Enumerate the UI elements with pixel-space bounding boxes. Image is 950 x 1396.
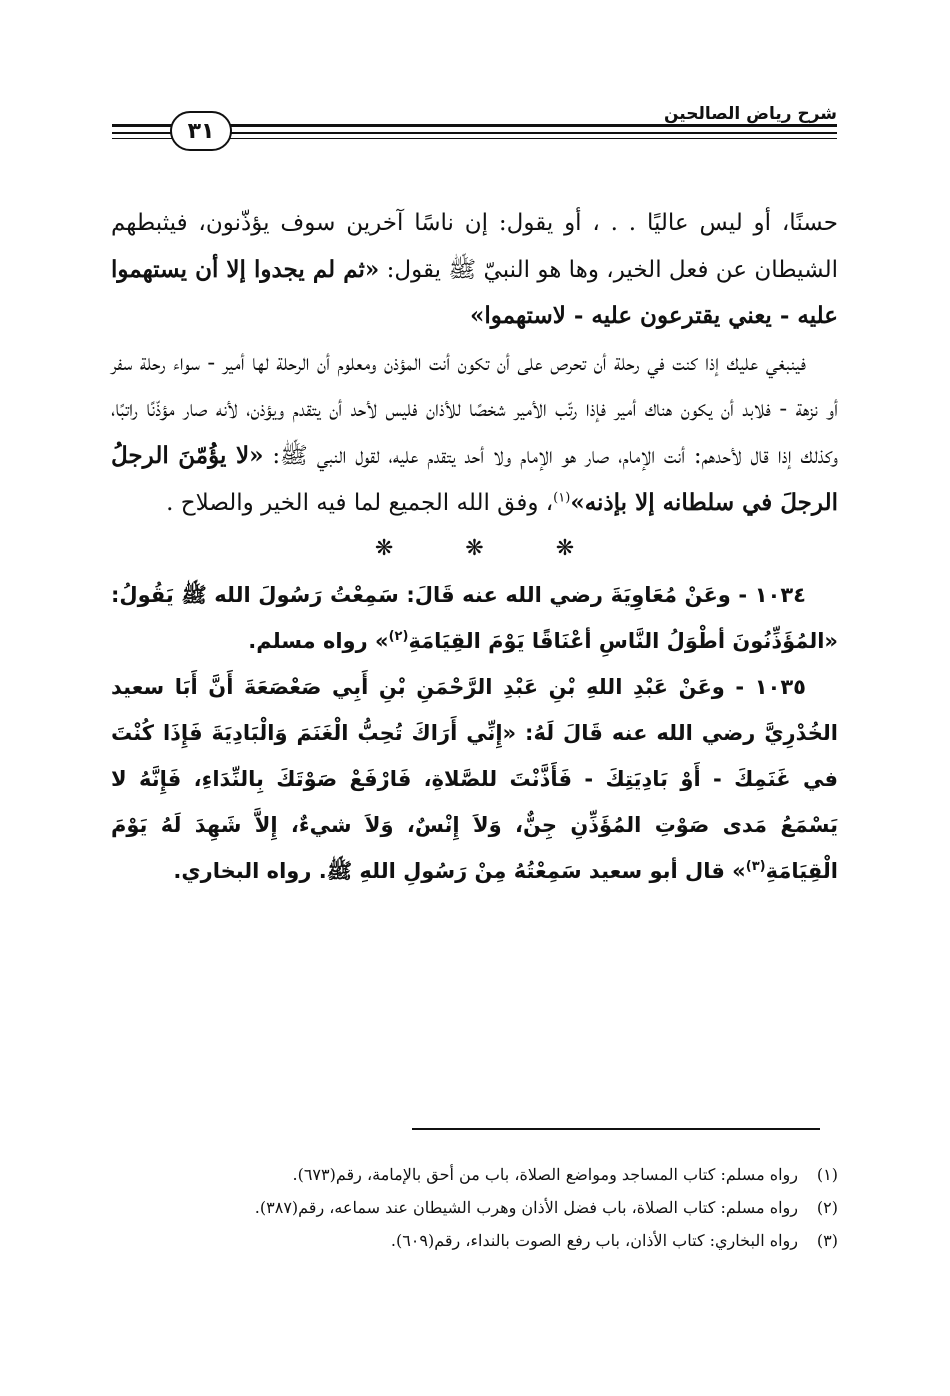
footnote-text: رواه البخاري: كتاب الأذان، باب رفع الصوت بالنداء، رقم(٦٠٩).	[390, 1231, 798, 1250]
footnote-number: (١)	[816, 1165, 838, 1184]
hadith-text: » قال أبو سعيد سَمِعْتُهُ مِنْ رَسُولِ اللهِ ﷺ. رواه البخاري.	[173, 859, 746, 884]
page-number: ٣١	[170, 111, 232, 151]
paragraph-text: فينبغي عليك إذا كنت في رحلة أن تحرص على أن تكون أنت المؤذن ومعلوم أن الرحلة لها أمير - سواء رحلة سفر أو نزهة - فلابد أن يكون هناك أمير فإذا رتّب الأمير شخصًا للأذان فليس لأحد أن يتقدم ويؤذن، لأنه صار مؤذّنًا راتبًا، وكذلك إذا قال لأحدهم: أنت الإمام، صار هو الإمام ولا أحد يتقدم عليه، لقول النبي ﷺ:	[111, 349, 839, 469]
footnote-item	[111, 1191, 838, 1224]
hadith-text: » رواه مسلم.	[248, 629, 389, 654]
star-icon: ❋	[465, 536, 484, 562]
hadith-text: ١٠٣٥ - وعَنْ عَبْدِ اللهِ بْنِ عَبْدِ الرَّحْمَنِ بْنِ أَبِي صَعْصَعَةَ أَنَّ أَبَا سعيد الخُدْرِيَّ رضي الله عنه قَالَ لَهُ: «إِنِّي أَرَاكَ تُحِبُّ الْغَنَمَ وَالْبَادِيَةَ فَإِذَا كُنْتَ في غَنَمِكَ - أَوْ بَادِيَتِكَ - فَأَذَّنْتَ للصَّلاةِ، فَارْفَعْ صَوْتَكَ بِالنِّدَاءِ، فَإِنَّهُ لا يَسْمَعُ مَدى صَوْتِ المُؤَذِّنِ جِنٌّ، وَلاَ إِنْسٌ، وَلاَ شيءٌ، إِلاَّ شَهِدَ لَهُ يَوْمَ الْقِيَامَةِ	[111, 675, 838, 884]
footnote-text: رواه مسلم: كتاب المساجد ومواضع الصلاة، باب من أحق بالإمامة، رقم(٦٧٣).	[292, 1165, 798, 1184]
footnotes	[111, 1158, 838, 1257]
footnote-ref[interactable]: (١)	[553, 489, 571, 505]
hadith-text: ١٠٣٤ - وعَنْ مُعَاوِيَةَ رضي الله عنه قَالَ: سَمِعْتُ رَسُولَ الله ﷺ يَقُولُ: «المُؤَذِّنُونَ أطْوَلُ النَّاسِ أعْنَاقًا يَوْمَ القِيَامَةِ	[111, 583, 838, 654]
hadith-quote: «لا يؤُمّنَ الرجلُ الرجلَ في سلطانه إلا بإذنه»	[111, 441, 838, 516]
footnote-separator	[412, 1128, 820, 1130]
hadith-1035	[111, 664, 838, 894]
main-text	[111, 200, 838, 894]
hadith-quote: «ثم لم يجدوا إلا أن يستهموا عليه - يعني يقترعون عليه - لاستهموا»	[111, 255, 838, 330]
star-icon: ❋	[374, 536, 394, 562]
paragraph-text: حسنًا، أو ليس عاليًا . . ، أو يقول: إن ناسًا آخرين سوف يؤذّنون، فيثبطهم الشيطان عن فعل الخير، وها هو النبيّ ﷺ يقول:	[111, 210, 839, 283]
page-header	[112, 104, 837, 156]
star-icon: ❋	[555, 536, 575, 562]
hadith-1034	[111, 572, 838, 664]
footnote-number: (٢)	[816, 1198, 838, 1217]
footnote-ref[interactable]: (٣)	[745, 859, 766, 875]
paragraph-text: ، وفق الله الجميع لما فيه الخير والصلاح .	[166, 489, 554, 516]
footnote-number: (٣)	[816, 1231, 838, 1250]
footnote-ref[interactable]: (٢)	[388, 629, 409, 645]
book-title: شرح رياض الصالحين	[652, 104, 837, 124]
section-divider	[111, 526, 838, 572]
footnote-text: رواه مسلم: كتاب الصلاة، باب فضل الأذان وهرب الشيطان عند سماعه، رقم(٣٨٧).	[254, 1198, 798, 1217]
footnote-item	[111, 1158, 838, 1191]
footnote-item	[111, 1224, 838, 1257]
paragraph-1	[111, 200, 838, 340]
paragraph-2	[111, 340, 838, 526]
